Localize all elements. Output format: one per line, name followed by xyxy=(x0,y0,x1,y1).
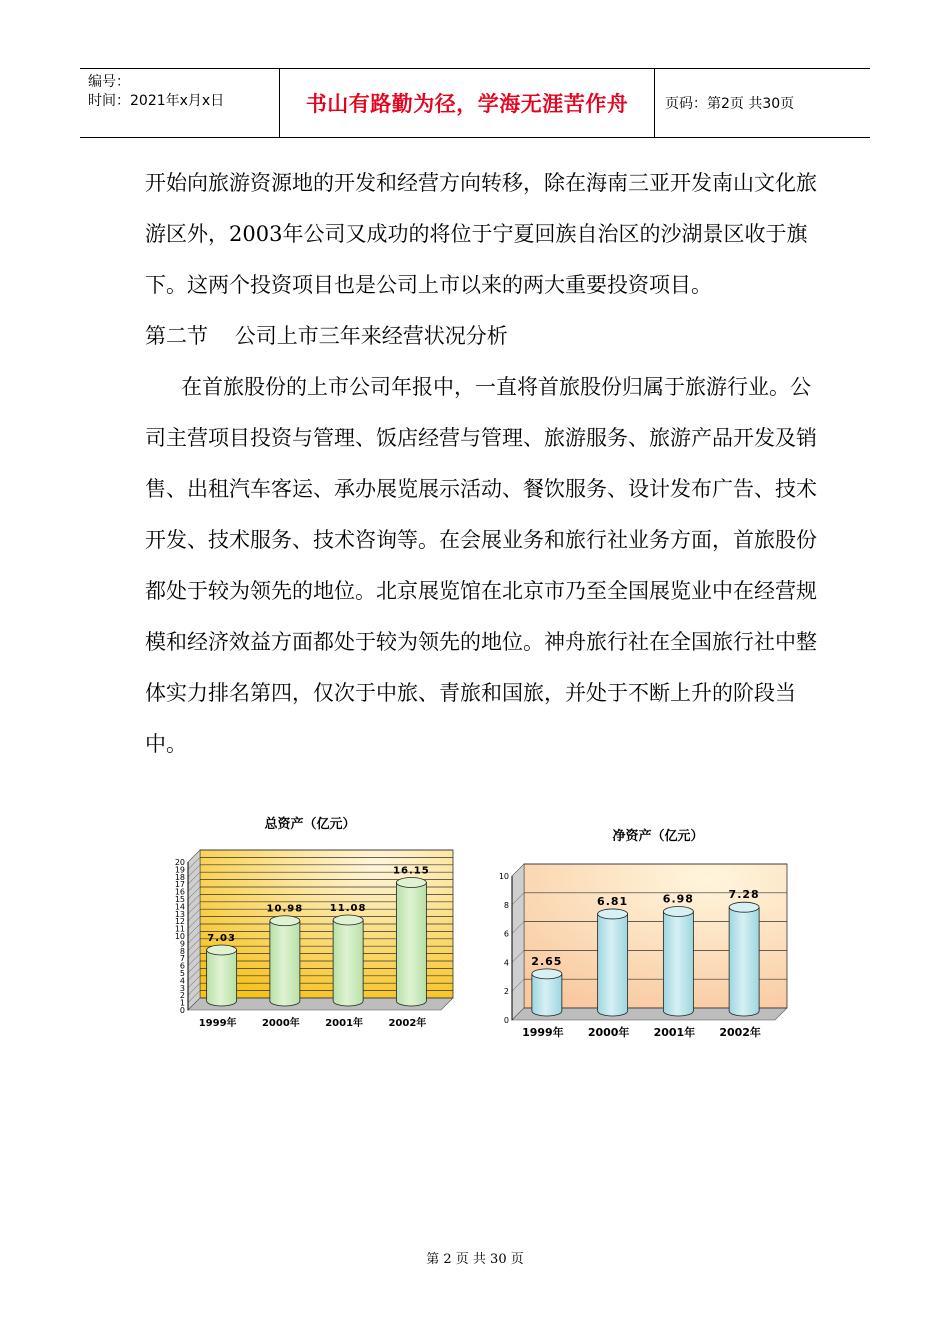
chart-tick-label: 11 xyxy=(174,924,185,934)
chart-bar-top xyxy=(598,909,628,919)
chart-bar-top xyxy=(663,906,693,916)
chart-category-label: 2000年 xyxy=(261,1018,300,1029)
chart-category-label: 2002年 xyxy=(388,1018,427,1029)
chart-tick-label: 8 xyxy=(179,946,185,956)
chart-data-label: 16.15 xyxy=(393,865,430,877)
chart-bar xyxy=(207,950,237,1006)
paragraph: 在首旅股份的上市公司年报中，一直将首旅股份归属于旅游行业。公司主营项目投资与管理、饭店经营与管理、旅游服务、旅游产品开发及销售、出租汽车客运、承办展览展示活动、餐饮服务、设计发布广告、技术开发、技术服务、技术咨询等。在会展业务和旅行社业务方面，首旅股份都处于较为领先的地位。北京展览馆在北京市乃至全国展览业中在经营规模和经济效益方面都处于较为领先的地位。神舟旅行社在全国旅行社中整体实力排名第四，仅次于中旅、青旅和国旅，并处于不断上升的阶段当中。 xyxy=(145,375,817,756)
date-label: 时间：2021年x月x日 xyxy=(88,93,225,109)
paragraph: 开始向旅游资源地的开发和经营方向转移，除在海南三亚开发南山文化旅游区外，2003年公司又成功的将位于宁夏回族自治区的沙湖景区收于旗下。这两个投资项目也是公司上市以来的两大重要投资项目。 xyxy=(145,171,817,297)
section-heading: 第二节 公司上市三年来经营状况分析 xyxy=(145,324,508,348)
chart-tick-label: 1 xyxy=(179,998,185,1008)
page-header xyxy=(80,68,870,138)
chart-tick-label: 18 xyxy=(174,872,185,882)
chart-tick-label: 19 xyxy=(174,865,185,875)
chart-bar xyxy=(598,914,628,1016)
chart-title: 净资产（亿元） xyxy=(612,829,704,844)
chart-bar-top xyxy=(333,915,363,925)
chart-bar-top xyxy=(396,877,426,887)
chart-bar xyxy=(532,974,562,1016)
chart-tick-label: 7 xyxy=(179,954,185,964)
chart-tick-label: 10 xyxy=(498,872,509,881)
net-assets-chart xyxy=(478,822,808,1044)
chart-tick-label: 14 xyxy=(174,902,185,912)
chart-tick-label: 3 xyxy=(179,983,185,993)
chart-category-label: 1999年 xyxy=(522,1026,564,1039)
chart-category-label: 2002年 xyxy=(719,1026,761,1039)
chart-bar-top xyxy=(207,945,237,955)
chart-data-label: 10.98 xyxy=(266,903,304,915)
chart-data-label: 2.65 xyxy=(531,954,563,968)
chart-tick-label: 4 xyxy=(179,976,185,986)
chart-tick-label: 0 xyxy=(503,1016,509,1025)
chart-tick-label: 8 xyxy=(503,900,509,910)
chart-bar-top xyxy=(270,916,300,926)
chart-data-label: 6.98 xyxy=(662,892,694,906)
chart-data-label: 6.81 xyxy=(597,894,629,908)
header-motto: 书山有路勤为径，学海无涯苦作舟 xyxy=(280,69,655,137)
chart-bar xyxy=(729,907,759,1016)
chart-bar xyxy=(270,921,300,1006)
chart-data-label: 11.08 xyxy=(329,903,367,915)
chart-tick-label: 17 xyxy=(174,880,185,890)
chart-tick-label: 15 xyxy=(174,895,185,904)
header-page-label: 页码：第2页 共30页 xyxy=(665,96,795,112)
chart-tick-label: 9 xyxy=(179,939,185,949)
chart-tick-label: 6 xyxy=(179,961,185,971)
page-footer: 第 2 页 共 30 页 xyxy=(426,1252,524,1267)
chart-bar xyxy=(333,920,363,1006)
header-meta xyxy=(80,69,280,137)
chart-category-label: 2001年 xyxy=(653,1026,696,1039)
chart-tick-label: 6 xyxy=(503,929,509,939)
chart-side-wall xyxy=(512,864,524,1020)
number-label: 编号： xyxy=(88,74,130,90)
chart-category-label: 1999年 xyxy=(198,1018,237,1029)
chart-bar-top xyxy=(729,902,759,912)
chart-tick-label: 16 xyxy=(174,887,185,897)
chart-category-label: 2001年 xyxy=(325,1018,364,1029)
chart-data-label: 7.03 xyxy=(207,932,236,944)
chart-bar-top xyxy=(532,969,562,979)
chart-tick-label: 2 xyxy=(503,987,509,997)
document-body xyxy=(145,158,825,770)
chart-bar xyxy=(396,882,426,1006)
chart-tick-label: 0 xyxy=(179,1006,185,1015)
chart-tick-label: 12 xyxy=(174,917,185,927)
chart-tick-label: 20 xyxy=(174,858,185,867)
chart-tick-label: 2 xyxy=(179,991,185,1001)
chart-tick-label: 10 xyxy=(174,932,185,941)
total-assets-chart xyxy=(150,810,470,1040)
chart-tick-label: 13 xyxy=(174,909,185,919)
chart-title: 总资产（亿元） xyxy=(264,817,356,832)
chart-data-label: 7.28 xyxy=(728,888,760,902)
chart-tick-label: 5 xyxy=(179,969,185,978)
chart-tick-label: 4 xyxy=(503,958,509,968)
chart-bar xyxy=(663,911,693,1016)
chart-category-label: 2000年 xyxy=(587,1026,630,1039)
